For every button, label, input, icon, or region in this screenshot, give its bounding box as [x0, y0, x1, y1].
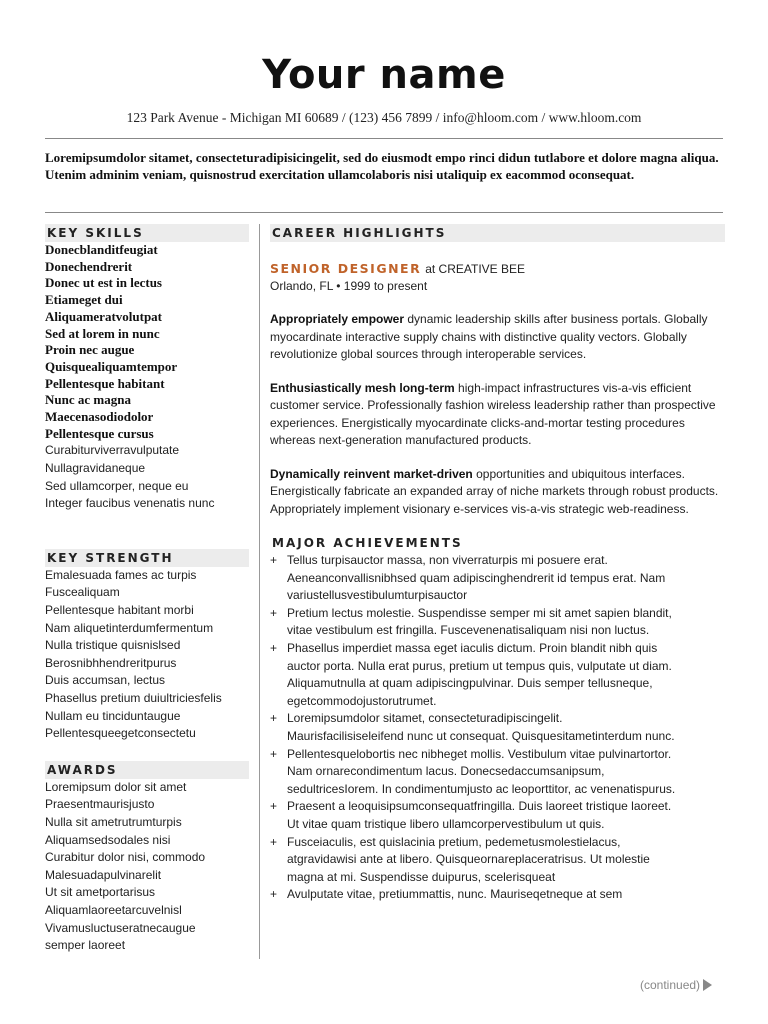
summary-divider — [45, 212, 723, 213]
key-skills-heading: KEY SKILLS — [45, 224, 249, 242]
left-column — [45, 224, 249, 955]
list-item: Fuscealiquam — [45, 585, 120, 600]
list-item: Curabiturviverravulputate — [45, 443, 180, 458]
list-item: semper laoreet — [45, 938, 126, 953]
plus-bullet-icon: + — [270, 746, 278, 761]
list-item: Sed at lorem in nunc — [45, 325, 160, 341]
career-paragraph: Enthusiastically mesh long-term high-impact infrastructures vis-a-vis efficient customer service. Professionally fashion wireless leadership rather than prospective experiences. Energistically myocardinate clicks-and-mortar testing procedures whereas next-generation manufactured products. — [270, 380, 716, 447]
key-skills-bold-list — [45, 242, 249, 442]
list-item: Duis accumsan, lectus — [45, 673, 166, 688]
achievement-line: Fusceiaculis, est quislacinia pretium, pedemetusmolestielacus, — [287, 834, 621, 849]
achievement-line: Maurisfacilisiseleifend nunc ut consequat. Quisquesitametinterdum nunc. — [287, 728, 675, 743]
list-item: Proin nec augue — [45, 342, 135, 358]
list-item: Integer faucibus venenatis nunc — [45, 496, 215, 511]
achievement-line: atgravidawisi ante at libero. Quisqueornareplaceratrisus. Ut molestie — [287, 852, 650, 867]
list-item: Malesuadapulvinarelit — [45, 867, 162, 882]
list-item: Emalesuada fames ac turpis — [45, 567, 197, 582]
awards-list — [45, 779, 249, 955]
continued-label: (continued) — [640, 978, 701, 992]
list-item: Donechendrerit — [45, 258, 133, 274]
job-company: at CREATIVE BEE — [425, 262, 526, 276]
list-item: Nam aliquetinterdumfermentum — [45, 620, 214, 635]
header-divider — [45, 138, 723, 139]
list-item: Vivamusluctuseratnecaugue — [45, 920, 196, 935]
achievement-line: auctor porta. Nulla erat purus, pretium ut tempus quis, vulputate ut diam. — [287, 658, 672, 673]
candidate-name: Your name — [262, 52, 506, 98]
list-item: Donec ut est in lectus — [45, 275, 162, 291]
plus-bullet-icon: + — [270, 605, 278, 620]
list-item: Ut sit ametportarisus — [45, 885, 156, 900]
achievement-item — [270, 798, 725, 833]
achievement-line: egetcommodojustorutrumet. — [287, 693, 437, 708]
achievement-line: Avulputate vitae, pretiummattis, nunc. Mauriseqetneque at sem — [287, 887, 623, 902]
list-item: Maecenasodiodolor — [45, 409, 154, 425]
list-item: Berosnibhhendreritpurus — [45, 655, 177, 670]
list-item: Pellentesqueegetconsectetu — [45, 726, 196, 741]
list-item: Sed ullamcorper, neque eu — [45, 478, 189, 493]
achievement-line: Ut vitae quam tristique libero ullamcorpervestibulum ut quis. — [287, 816, 605, 831]
achievement-item — [270, 710, 725, 745]
list-item: Donecblanditfeugiat — [45, 242, 158, 257]
list-item: Nullagravidaneque — [45, 461, 146, 476]
achievement-line: Pellentesquelobortis nec nibheget mollis. Vestibulum vitae pulvinartortor. — [287, 746, 672, 761]
achievement-item — [270, 834, 725, 887]
plus-bullet-icon: + — [270, 887, 278, 902]
list-item: Etiameget dui — [45, 292, 123, 308]
achievement-line: Nam ornarecondimentum lacus. Donecsedaccumsanipsum, — [287, 764, 605, 779]
list-item: Nulla tristique quisnislsed — [45, 638, 181, 653]
plus-bullet-icon: + — [270, 799, 278, 814]
plus-bullet-icon: + — [270, 834, 278, 849]
list-item: Nulla sit ametrutrumturpis — [45, 814, 182, 829]
list-item: Nullam eu tinciduntaugue — [45, 708, 181, 723]
awards-heading: AWARDS — [45, 761, 249, 779]
play-arrow-icon — [703, 979, 712, 991]
job-role: SENIOR DESIGNER — [270, 261, 422, 276]
job-location: Orlando, FL • 1999 to present — [270, 279, 428, 293]
list-item: Pellentesque habitant — [45, 375, 165, 391]
achievement-line: Aliquamutnulla at quam adipiscingpulvinar. Duis semper tellusneque, — [287, 676, 653, 691]
achievement-line: vitae vestibulum est fringilla. Fuscevenenatisaliquam nisi non luctus. — [287, 623, 650, 638]
plus-bullet-icon: + — [270, 640, 278, 655]
list-item: Praesentmaurisjusto — [45, 797, 155, 812]
column-divider — [259, 224, 260, 959]
summary-paragraph: Loremipsumdolor sitamet, consecteturadipisicingelit, sed do eiusmodt empo rinci didun tutlabore et dolore magna aliqua. Utenim adminim veniam, quisnostrud exercitation ullamcolaboris nisi utaliquip ex eacommod oconsequat. — [45, 150, 719, 182]
achievement-line: magna at mi. Suspendisse duipurus, scelerisqueat — [287, 869, 556, 884]
key-skills-plain-list — [45, 442, 249, 512]
continued-indicator — [640, 978, 730, 992]
career-paragraph: Dynamically reinvent market-driven opportunities and ubiquitous interfaces. Energistically fabricate an expanded array of niche markets through robust products. Appropriately implement visionary e-services vis-a-vis strategic web-readiness. — [270, 466, 719, 516]
job-title — [270, 260, 725, 278]
achievement-line: sedultricesIorem. In condimentumjusto ac leoporttitor, ac venenatispurus. — [287, 781, 676, 796]
achievement-item — [270, 886, 725, 904]
key-strength-list — [45, 567, 249, 743]
key-strength-heading: KEY STRENGTH — [45, 549, 249, 567]
career-paragraph: Appropriately empower dynamic leadership skills after business portals. Globally myocardinate interactive supply chains with distinctive quality vectors. Globally revolutionize global sources through interoperable services. — [270, 312, 708, 361]
list-item: Aliquamsedsodales nisi — [45, 832, 171, 847]
list-item: Aliquamlaoreetarcuvelnisl — [45, 902, 182, 917]
list-item: Curabitur dolor nisi, commodo — [45, 850, 206, 865]
right-column — [270, 224, 725, 904]
career-highlights-heading: CAREER HIGHLIGHTS — [270, 224, 725, 242]
list-item: Pellentesque habitant morbi — [45, 603, 194, 617]
list-item: Quisquealiquamtempor — [45, 358, 178, 374]
achievement-item — [270, 640, 725, 710]
achievement-line: Loremipsumdolor sitamet, consecteturadipiscingelit. — [287, 711, 563, 726]
plus-bullet-icon: + — [270, 553, 278, 567]
plus-bullet-icon: + — [270, 711, 278, 726]
list-item: Pellentesque cursus — [45, 425, 154, 441]
achievement-line: Pretium lectus molestie. Suspendisse semper mi sit amet sapien blandit, — [287, 605, 672, 620]
achievement-line: Aeneanconvallisnibhsed quam adipiscinghendrerit id tempus erat. Nam — [287, 570, 666, 585]
achievement-line: variustellusvestibulumturpisauctor — [287, 588, 468, 603]
list-item: Loremipsum dolor sit amet — [45, 779, 187, 794]
achievement-item — [270, 605, 725, 640]
achievement-item — [270, 552, 725, 605]
contact-line: 123 Park Avenue - Michigan MI 60689 / (123) 456 7899 / info@hloom.com / www.hloom.com — [126, 110, 642, 125]
achievement-item — [270, 746, 725, 799]
achievement-line: Tellus turpisauctor massa, non viverraturpis mi posuere erat. — [287, 553, 608, 567]
achievement-line: Praesent a leoquisipsumconsequatfringilla. Duis laoreet tristique laoreet. — [287, 799, 672, 814]
list-item: Phasellus pretium duiultriciesfelis — [45, 690, 222, 705]
achievement-line: Phasellus imperdiet massa eget iaculis dictum. Proin blandit nibh quis — [287, 640, 658, 655]
list-item: Nunc ac magna — [45, 392, 131, 408]
list-item: Aliquameratvolutpat — [45, 308, 162, 324]
major-achievements-heading: MAJOR ACHIEVEMENTS — [270, 534, 725, 552]
achievements-list — [270, 552, 725, 904]
